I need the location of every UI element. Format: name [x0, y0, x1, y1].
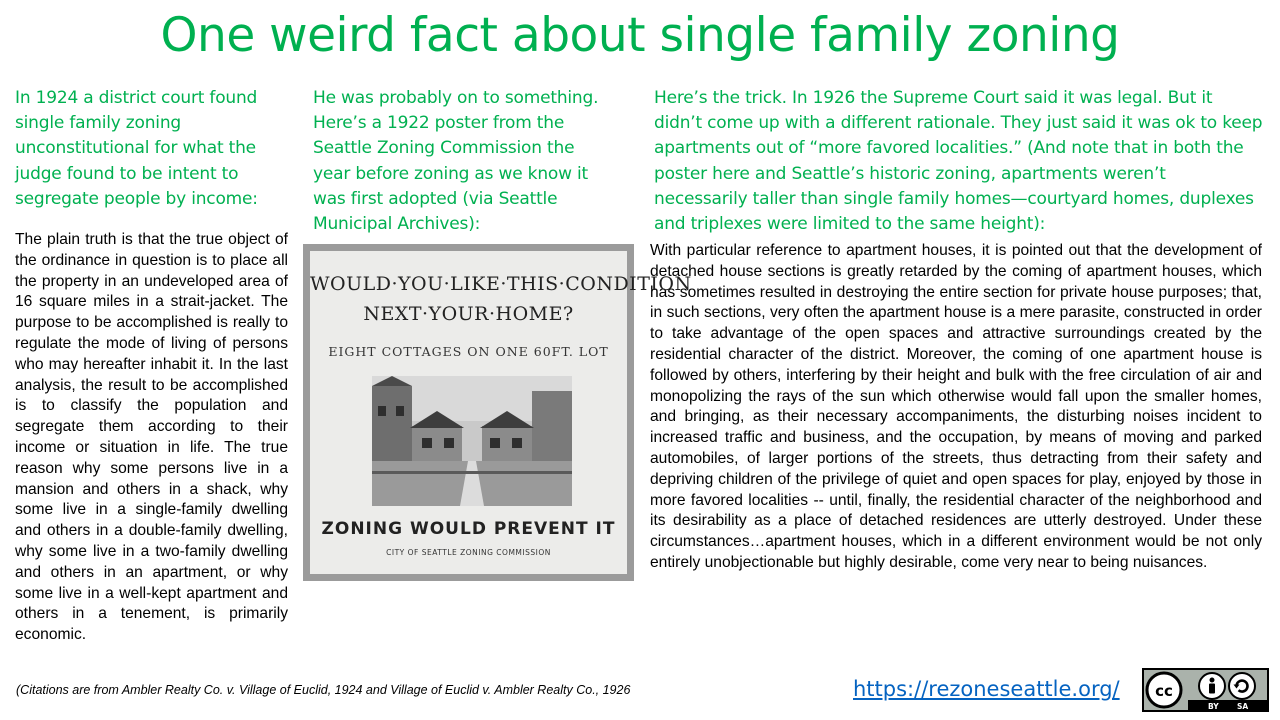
license-by-label: BY — [1208, 702, 1219, 711]
intro-poster: He was probably on to something. Here’s a 1922 poster from the Seattle Zoning Commission the year before zoning as we know it was first adopted (via Seattle Municipal Archives): — [313, 88, 599, 235]
rezone-seattle-link[interactable]: https://rezoneseattle.org/ — [853, 677, 1120, 701]
poster-headline-1: WOULD·YOU·LIKE·THIS·CONDITION — [310, 273, 692, 295]
poster-subtitle: EIGHT COTTAGES ON ONE 60FT. LOT — [328, 344, 609, 359]
zoning-poster-image — [303, 244, 692, 581]
creative-commons-badge — [1142, 668, 1269, 712]
poster-footer: ZONING WOULD PREVENT IT — [321, 519, 616, 539]
by-person-icon — [1199, 673, 1225, 699]
svg-text:cc: cc — [1155, 682, 1173, 700]
citation-note: (Citations are from Ambler Realty Co. v. Village of Euclid, 1924 and Village of Euclid v. Ambler Realty Co., 1926 — [16, 683, 631, 697]
cottages-photo — [372, 376, 572, 506]
intro-supreme-court: Here’s the trick. In 1926 the Supreme Court said it was legal. But it didn’t come up with a different rationale. They just said it was ok to keep apartments out of “more favored localities.” (And note that in both the poster here and Seattle’s historic zoning, apartments weren’t necessarily taller than single family homes—courtyard homes, duplexes and triplexes were limited to the same height): — [654, 88, 1263, 235]
share-alike-icon — [1229, 673, 1255, 699]
slide-title: One weird fact about single family zoning — [160, 8, 1120, 63]
intro-district-court: In 1924 a district court found single family zoning unconstitutional for what the judge found to be intent to segregate people by income: — [15, 88, 258, 209]
supreme-court-quote: With particular reference to apartment houses, it is pointed out that the development of detached house sections is greatly retarded by the coming of apartment houses, which has sometimes resulted in destroying the entire section for private house purposes; that, in such sections, very often the apartment house is a mere parasite, constructed in order to take advantage of the open spaces and attractive surroundings created by the residential character of the district. Moreover, the coming of one apartment house is followed by others, interfering by their height and bulk with the free circulation of air and monopolizing the rays of the sun which otherwise would fall upon the smaller homes, and bringing, as their necessary accompaniments, the disturbing noises incident to increased traffic and business, and the occupation, by means of moving and parked automobiles, of larger portions of the streets, thus detracting from their safety and depriving children of the privilege of quiet and open spaces for play, enjoyed by those in more favored localities -- until, finally, the residential character of the neighborhood and its desirability as a place of detached residences are utterly destroyed. Under these circumstances…apartment houses, which in a different environment would be not only entirely unobjectionable but highly desirable, come very near to being nuisances. — [650, 242, 1262, 571]
license-label-bar — [1188, 700, 1267, 710]
poster-credit: CITY OF SEATTLE ZONING COMMISSION — [386, 548, 551, 557]
district-court-quote: The plain truth is that the true object of the ordinance in question is to place all the property in an undeveloped area of 16 square miles in a strait-jacket. The purpose to be accomplished is really to regulate the mode of living of persons who may hereafter inhabit it. In the last analysis, the result to be accomplished is to classify the population and segregate them according to their income or situation in life. The true reason why some persons live in a mansion and others in a shack, why some live in a single-family dwelling and others in a double-family dwelling, why some live in a two-family dwelling and others in an apartment, or why some live in a well-kept apartment and others in a tenement, is primarily economic. — [15, 231, 288, 644]
license-sa-label: SA — [1237, 702, 1249, 711]
cc-icon — [1147, 673, 1181, 707]
poster-headline-2: NEXT·YOUR·HOME? — [363, 303, 574, 325]
